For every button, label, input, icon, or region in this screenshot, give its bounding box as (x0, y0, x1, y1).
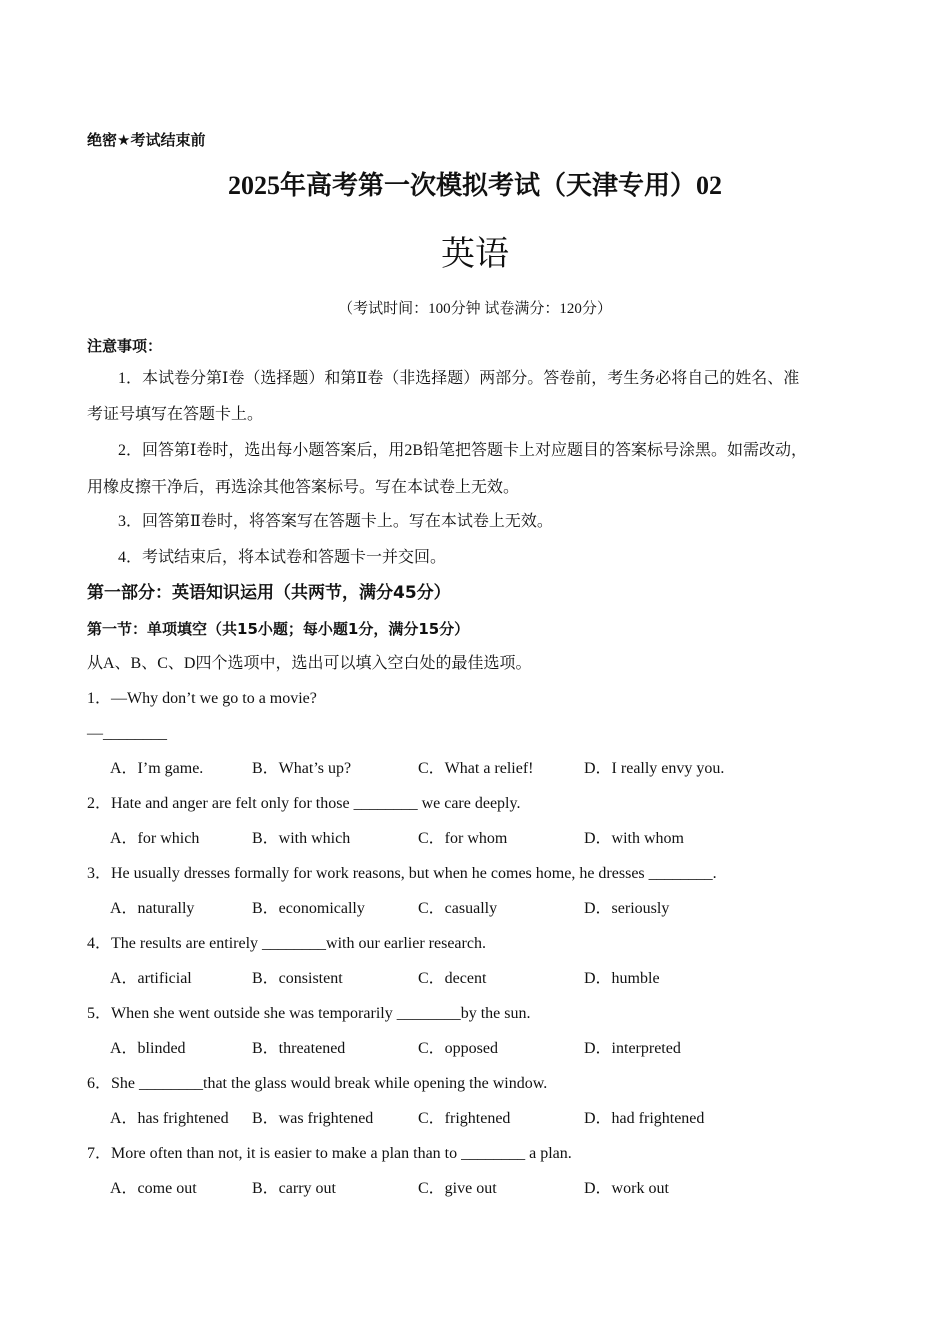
answer-option: B．was frightened (252, 1110, 374, 1127)
answer-option: B．threatened (252, 1040, 346, 1057)
question-stem: 1．—Why don’t we go to a movie? (87, 690, 317, 707)
answer-option: B．consistent (252, 970, 343, 987)
answer-option: C．give out (418, 1180, 497, 1197)
secret-label: 绝密★考试结束前 (87, 131, 206, 149)
subject-title: 英语 (441, 234, 509, 274)
answer-option: D．with whom (584, 830, 685, 847)
answer-option: B．carry out (252, 1180, 336, 1197)
question-stem: 2．Hate and anger are felt only for those ________ we care deeply. (87, 795, 521, 812)
answer-option: D．humble (584, 970, 660, 987)
question-stem: 7．More often than not, it is easier to make a plan than to ________ a plan. (87, 1145, 572, 1162)
answer-option: D．work out (584, 1180, 669, 1197)
answer-option: A．come out (110, 1180, 197, 1197)
answer-option: B．What’s up? (252, 760, 352, 777)
answer-option: B．with which (252, 830, 351, 847)
answer-option: C．frightened (418, 1110, 511, 1127)
answer-option: C．What a relief! (418, 760, 534, 777)
exam-title: 2025年高考第一次模拟考试（天津专用）02 (227, 171, 722, 200)
answer-option: D．I really envy you. (584, 760, 725, 777)
note-item: 4．考试结束后，将本试卷和答题卡一并交回。 (118, 549, 447, 566)
answer-option: A．blinded (110, 1040, 186, 1057)
notes-heading: 注意事项： (87, 337, 163, 355)
question-stem: 4．The results are entirely ________with our earlier research. (87, 935, 486, 952)
question-stem: 6．She ________that the glass would break while opening the window. (87, 1075, 548, 1092)
answer-blank: —________ (87, 725, 167, 742)
answer-option: A．has frightened (110, 1110, 229, 1127)
note-item: 考证号填写在答题卡上。 (87, 406, 264, 423)
answer-option: C．casually (418, 900, 498, 917)
note-item: 1．本试卷分第Ⅰ卷（选择题）和第Ⅱ卷（非选择题）两部分。答卷前，考生务必将自己的姓名、准 (118, 370, 800, 387)
note-item: 2．回答第Ⅰ卷时，选出每小题答案后，用2B铅笔把答题卡上对应题目的答案标号涂黑。如需改动， (118, 442, 807, 459)
answer-option: A．I’m game. (110, 760, 204, 777)
answer-option: D．interpreted (584, 1040, 681, 1057)
answer-option: A．naturally (110, 900, 195, 917)
part1-heading: 第一部分：英语知识运用（共两节，满分45分） (87, 583, 451, 603)
section1-heading: 第一节：单项填空（共15小题；每小题1分，满分15分） (87, 620, 470, 638)
answer-option: A．for which (110, 830, 200, 847)
note-item: 用橡皮擦干净后，再选涂其他答案标号。写在本试卷上无效。 (87, 479, 520, 496)
answer-option: C．opposed (418, 1040, 499, 1057)
answer-option: D．seriously (584, 900, 670, 917)
section-instruction: 从A、B、C、D四个选项中，选出可以填入空白处的最佳选项。 (87, 655, 532, 672)
exam-info: （考试时间：100分钟 试卷满分：120分） (338, 301, 612, 317)
answer-option: A．artificial (110, 970, 192, 987)
question-stem: 5．When she went outside she was temporarily ________by the sun. (87, 1005, 531, 1022)
answer-option: C．decent (418, 970, 487, 987)
note-item: 3．回答第Ⅱ卷时，将答案写在答题卡上。写在本试卷上无效。 (118, 513, 553, 530)
question-stem: 3．He usually dresses formally for work reasons, but when he comes home, he dresses ________. (87, 865, 717, 882)
answer-option: C．for whom (418, 830, 508, 847)
answer-option: D．had frightened (584, 1110, 705, 1127)
answer-option: B．economically (252, 900, 365, 917)
